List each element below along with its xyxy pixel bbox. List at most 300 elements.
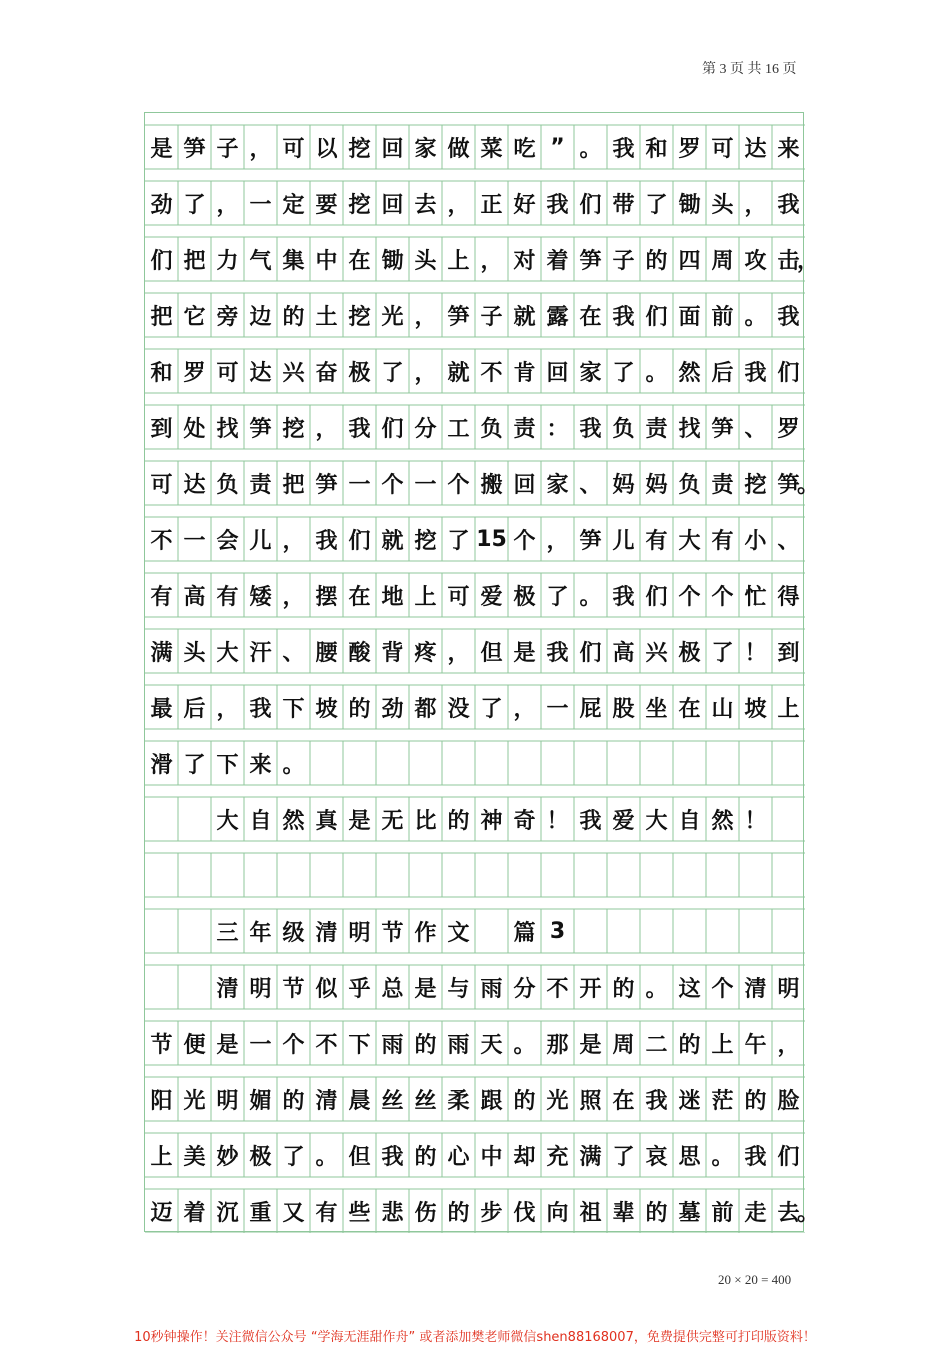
grid-char: 边 [249,304,272,330]
grid-char: 明 [249,976,272,1002]
grid-char: 不 [150,528,173,554]
grid-char: 15 [476,526,507,552]
grid-char: 后 [711,360,734,386]
grid-char: 我 [645,1088,668,1114]
grid-char: 们 [579,192,602,218]
grid-char: 四 [678,248,701,274]
grid-char: 下 [348,1032,371,1058]
grid-char: 处 [183,416,206,442]
grid-char: 了 [612,360,635,386]
grid-count: 20 × 20 = 400 [718,1272,792,1287]
grid-char: 。 [645,360,668,386]
grid-char: 这 [678,976,701,1002]
grid-char: 笋 [183,136,206,162]
grid-char: 我 [249,696,272,722]
grid-row [145,909,805,953]
grid-char: 笋 [315,472,338,498]
grid-row [145,125,805,169]
grid-char: 上 [150,1144,173,1170]
grid-char: 了 [381,360,404,386]
grid-char: 锄 [678,192,701,218]
grid-char: 我 [612,584,635,610]
grid-char: 我 [315,528,338,554]
grid-char: 不 [546,976,569,1002]
grid-char: 、 [777,528,800,554]
grid-char: 。 [797,1200,820,1226]
grid-char: 。 [579,584,602,610]
grid-char: 妈 [645,472,668,498]
grid-char: 妙 [216,1144,239,1170]
grid-char: 个 [447,472,470,498]
grid-char: 头 [414,248,437,274]
grid-char: ” [550,134,565,160]
grid-char: 到 [150,416,173,442]
grid-char: 我 [546,640,569,666]
grid-char: 心 [447,1144,470,1170]
grid-row [145,517,805,561]
grid-char: 的 [612,976,635,1002]
grid-char: 一 [249,1032,272,1058]
grid-char: 达 [249,360,272,386]
grid-char: 墓 [678,1200,701,1226]
grid-row [145,405,805,449]
grid-char: ， [414,360,437,386]
grid-char: 肯 [513,360,536,386]
grid-char: 坐 [645,696,668,722]
grid-char: 挖 [348,192,371,218]
grid-char: 祖 [579,1200,602,1226]
grid-row [145,237,820,281]
grid-char: 极 [678,640,701,666]
grid-char: 但 [348,1144,371,1170]
grid-char: 笋 [711,416,734,442]
grid-char: 无 [381,808,404,834]
grid-char: 要 [315,192,338,218]
grid-char: 做 [447,136,470,162]
grid-char: 乎 [348,976,371,1002]
grid-char: 清 [315,920,338,946]
grid-char: 子 [612,248,635,274]
grid-char: 气 [249,248,272,274]
grid-char: 负 [480,416,503,442]
grid-char: 奋 [315,360,338,386]
grid-char: 土 [315,304,338,330]
grid-char: 责 [249,472,272,498]
grid-char: 悲 [381,1200,404,1226]
grid-char: 辈 [612,1200,635,1226]
grid-char: 汗 [249,640,272,666]
grid-char: 下 [282,696,305,722]
grid-char: 的 [447,808,470,834]
grid-char: 大 [678,528,701,554]
grid-row [145,181,805,225]
grid-row [145,741,805,785]
grid-char: 的 [447,1200,470,1226]
grid-char: 一 [414,472,437,498]
grid-char: 。 [579,136,602,162]
grid-char: 大 [216,640,239,666]
grid-char: 的 [414,1032,437,1058]
grid-char: 级 [282,920,305,946]
grid-char: 我 [777,192,800,218]
grid-char: 的 [678,1032,701,1058]
grid-char: 挖 [348,304,371,330]
grid-char: 中 [480,1144,503,1170]
grid-char: 劲 [150,192,173,218]
grid-char: 们 [150,248,173,274]
grid-char: 力 [216,248,239,274]
grid-char: 把 [150,304,173,330]
grid-char [145,965,178,1009]
grid-char: 们 [645,304,668,330]
grid-char: 思 [678,1144,701,1170]
grid-char: 可 [447,584,470,610]
grid-char: 我 [579,416,602,442]
grid-char: 了 [645,192,668,218]
grid-char: 好 [513,192,536,218]
grid-char: 最 [150,696,173,722]
grid-char: 儿 [612,528,635,554]
grid-char: 节 [150,1032,173,1058]
grid-char: 明 [216,1088,239,1114]
grid-char: 走 [744,1200,767,1226]
grid-char: 。 [315,1144,338,1170]
grid-char: 却 [513,1144,536,1170]
grid-char: 们 [579,640,602,666]
grid-char: 子 [216,136,239,162]
grid-char: 们 [348,528,371,554]
grid-char: 有 [645,528,668,554]
grid-char: 个 [678,584,701,610]
grid-char: 天 [480,1032,503,1058]
grid-char: ， [216,696,239,722]
grid-row [145,685,805,729]
grid-char: 旁 [216,304,239,330]
grid-char: 来 [249,752,272,778]
grid-char: 背 [381,640,404,666]
grid-char: 明 [777,976,800,1002]
grid-char: 总 [381,976,404,1002]
grid-char: 挖 [348,136,371,162]
grid-char: 面 [678,304,701,330]
grid-char: 都 [414,696,437,722]
grid-char: 家 [579,360,602,386]
grid-char: 个 [381,472,404,498]
grid-lines [145,113,805,1233]
grid-char: 、 [744,416,767,442]
grid-char: 了 [546,584,569,610]
grid-char: 分 [414,416,437,442]
grid-char: 它 [183,304,206,330]
grid-char: 把 [282,472,305,498]
grid-char: 我 [612,136,635,162]
grid-char: 晨 [348,1088,371,1114]
grid-char: 雨 [480,976,503,1002]
grid-char: 的 [645,248,668,274]
grid-char: 着 [546,248,569,274]
grid-char: 阳 [150,1088,173,1114]
grid-char: 了 [480,696,503,722]
grid-char: 个 [711,976,734,1002]
grid-char: 菜 [480,136,503,162]
grid-char: 极 [348,360,371,386]
grid-char: 兴 [645,640,668,666]
grid-char: ， [282,584,305,610]
grid-char: 我 [612,304,635,330]
grid-char: 负 [216,472,239,498]
grid-char: 了 [282,1144,305,1170]
grid-char: 自 [678,808,701,834]
grid-char: 脸 [777,1088,800,1114]
grid-char: 了 [183,752,206,778]
grid-char: 疼 [414,640,437,666]
grid-char: 高 [183,584,206,610]
grid-char: 是 [348,808,371,834]
grid-char: 自 [249,808,272,834]
grid-char: 个 [711,584,734,610]
grid-char: 笋 [249,416,272,442]
grid-char: 真 [315,808,338,834]
grid-char: 攻 [744,248,767,274]
grid-char: 去 [414,192,437,218]
grid-char: 光 [546,1088,569,1114]
grid-char: 的 [414,1144,437,1170]
grid-char: 们 [777,360,800,386]
grid-char: 中 [315,248,338,274]
grid-char: 充 [546,1144,569,1170]
grid-row [145,1133,805,1177]
grid-char: 一 [348,472,371,498]
grid-char: 们 [777,1144,800,1170]
grid-char: 大 [645,808,668,834]
grid-row [145,1077,805,1121]
grid-char: 在 [348,584,371,610]
grid-char: 了 [711,640,734,666]
grid-char: 笋 [579,248,602,274]
grid-char: 锄 [381,248,404,274]
grid-char: 罗 [183,360,206,386]
grid-char: 挖 [744,472,767,498]
grid-char: 上 [777,696,800,722]
grid-char: 摆 [315,584,338,610]
grid-char: 罗 [777,416,800,442]
grid-char: 些 [348,1200,371,1226]
grid-char: 3 [549,918,566,944]
grid-char: 然 [678,360,701,386]
grid-char: 是 [414,976,437,1002]
grid-char: 对 [513,248,536,274]
grid-char: ， [513,696,536,722]
grid-char: 明 [348,920,371,946]
grid-char: ！ [546,808,569,834]
grid-char: 三 [216,920,239,946]
grid-char: ， [249,136,272,162]
grid-char: 的 [348,696,371,722]
grid-char: 负 [678,472,701,498]
grid-char: ， [480,248,503,274]
grid-char: ， [282,528,305,554]
grid-char: 带 [612,192,635,218]
grid-char: 。 [513,1032,536,1058]
grid-char: 忙 [744,584,767,610]
grid-row [145,573,805,617]
grid-char: 责 [513,416,536,442]
grid-char: 搬 [480,472,503,498]
grid-char: 二 [645,1032,668,1058]
grid-char: 迈 [150,1200,173,1226]
grid-char: 媚 [249,1088,272,1114]
grid-row [145,1189,820,1233]
grid-char: 挖 [282,416,305,442]
grid-char: 在 [579,304,602,330]
grid-char: 作 [414,920,437,946]
grid-char: 爱 [480,584,503,610]
grid-char: 的 [645,1200,668,1226]
grid-char: 滑 [150,752,173,778]
grid-char: 我 [579,808,602,834]
grid-char: ， [447,640,470,666]
grid-char: 可 [711,136,734,162]
grid-char: 有 [315,1200,338,1226]
grid-char: 。 [797,472,820,498]
grid-char: 笋 [579,528,602,554]
grid-char: 可 [150,472,173,498]
grid-char: 。 [282,752,305,778]
grid-char: 清 [315,1088,338,1114]
grid-char: 下 [216,752,239,778]
grid-char: 爱 [612,808,635,834]
grid-char: 负 [612,416,635,442]
grid-char: 头 [183,640,206,666]
grid-char: 子 [480,304,503,330]
grid-char: 向 [546,1200,569,1226]
grid-char [178,965,211,1009]
grid-char: 的 [513,1088,536,1114]
grid-char: 责 [645,416,668,442]
grid-char: ： [546,416,569,442]
grid-char: 神 [480,808,503,834]
grid-char: 那 [546,1032,569,1058]
grid-char: 是 [579,1032,602,1058]
grid-char: 周 [711,248,734,274]
grid-row [145,293,805,337]
grid-char: 兴 [282,360,305,386]
grid-char: 在 [612,1088,635,1114]
grid-char: 我 [546,192,569,218]
grid-char: 个 [513,528,536,554]
grid-char: 儿 [249,528,272,554]
grid-char: 跟 [480,1088,503,1114]
grid-char: 前 [711,1200,734,1226]
grid-char: 得 [777,584,800,610]
grid-char: 正 [480,192,503,218]
grid-char: 清 [744,976,767,1002]
grid-row [145,1021,805,1065]
grid-row [145,853,805,897]
grid-char: ， [315,416,338,442]
grid-row [145,461,820,505]
grid-char: 上 [414,584,437,610]
grid-char: 是 [216,1032,239,1058]
grid-char: 一 [183,528,206,554]
grid-char: 光 [183,1088,206,1114]
grid-char: 。 [744,304,767,330]
grid-char: 和 [150,360,173,386]
grid-row [145,797,805,841]
grid-char: 周 [612,1032,635,1058]
grid-char: 达 [744,136,767,162]
grid-char: 篇 [513,920,536,946]
grid-char: 高 [612,640,635,666]
grid-char: 找 [216,416,239,442]
grid-char: 露 [546,304,569,330]
grid-char: 地 [381,584,404,610]
grid-row [145,965,805,1009]
grid-char: 吃 [513,136,536,162]
grid-char: 丝 [414,1088,437,1114]
grid-char: 但 [480,640,503,666]
grid-char: 在 [678,696,701,722]
grid-char: 家 [546,472,569,498]
grid-char: 有 [711,528,734,554]
grid-char [178,909,211,953]
grid-char: 分 [513,976,536,1002]
grid-char: 极 [513,584,536,610]
grid-char: 不 [480,360,503,386]
grid-char: 伐 [513,1200,536,1226]
grid-char: 家 [414,136,437,162]
grid-char: ， [744,192,767,218]
grid-char: 挖 [414,528,437,554]
grid-char: 节 [381,920,404,946]
grid-char: 笋 [447,304,470,330]
grid-char: 前 [711,304,734,330]
grid-char: 回 [546,360,569,386]
grid-char: 矮 [249,584,272,610]
composition-grid [144,112,820,1232]
grid-char: 山 [711,696,734,722]
grid-char: 个 [282,1032,305,1058]
grid-char [145,909,178,953]
grid-char: 回 [513,472,536,498]
grid-char: 小 [744,528,767,554]
grid-char: 回 [381,136,404,162]
grid-char: ！ [744,808,767,834]
grid-char: ， [777,1032,800,1058]
grid-char: 我 [381,1144,404,1170]
grid-char: ！ [744,640,767,666]
grid-char: 比 [414,808,437,834]
grid-char: 的 [744,1088,767,1114]
grid-char: 们 [645,584,668,610]
grid-char: 我 [744,360,767,386]
grid-char: 上 [711,1032,734,1058]
grid-char: 丝 [381,1088,404,1114]
grid-char: 雨 [381,1032,404,1058]
grid-char: 后 [183,696,206,722]
grid-char: 在 [348,248,371,274]
grid-char: 找 [678,416,701,442]
grid-char: 步 [480,1200,503,1226]
grid-char: 有 [150,584,173,610]
grid-char: 到 [777,640,800,666]
grid-char: 来 [777,136,800,162]
grid-char: 我 [348,416,371,442]
grid-char: 开 [579,976,602,1002]
grid-char: 就 [447,360,470,386]
grid-char: 工 [447,416,470,442]
grid-char: 雨 [447,1032,470,1058]
